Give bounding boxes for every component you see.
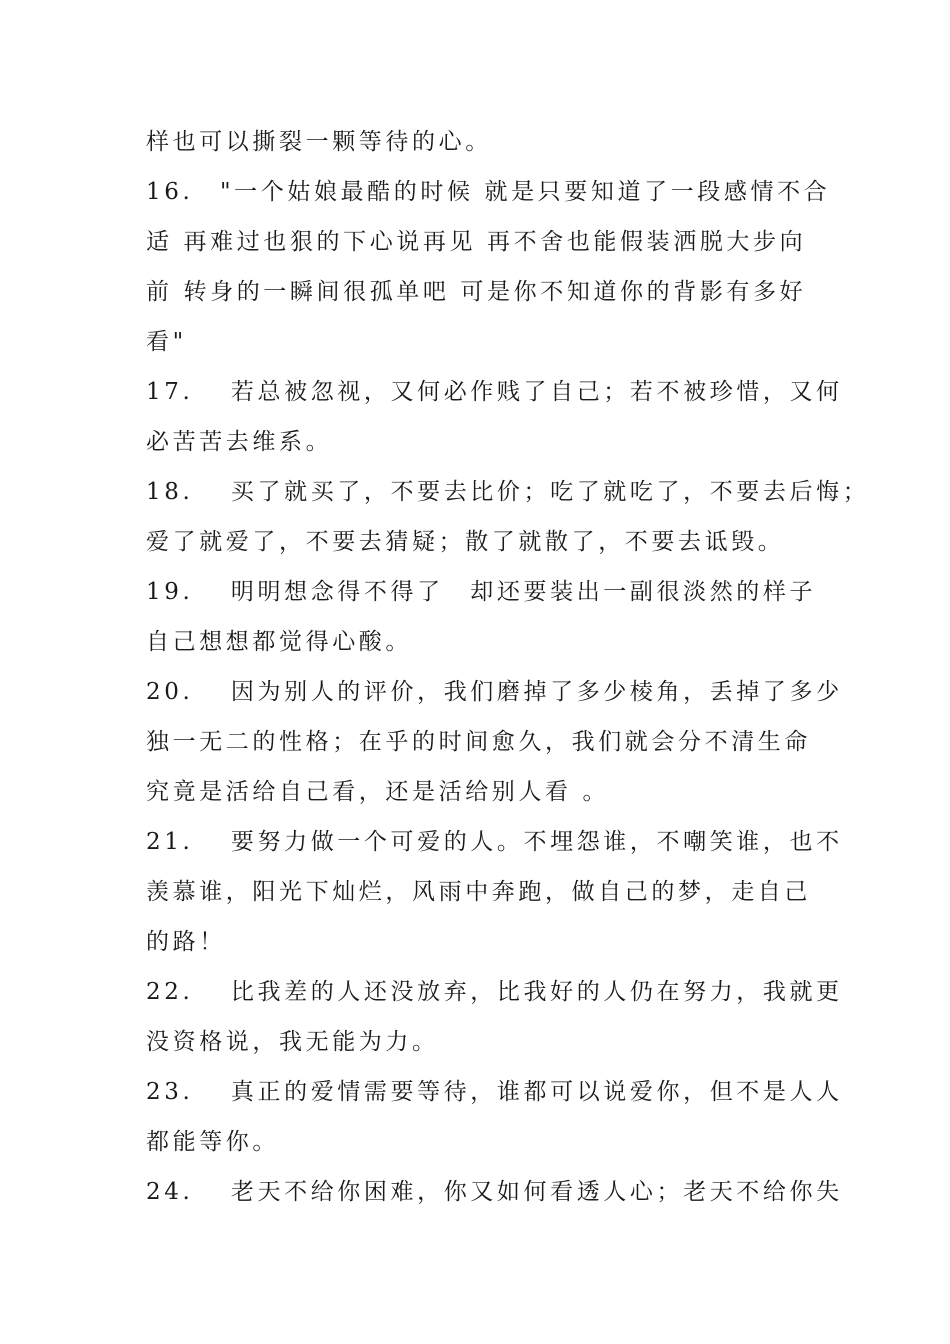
text-line: 自己想想都觉得心酸。 [146, 629, 412, 655]
text-line: 24. 老天不给你困难，你又如何看透人心；老天不给你失 [146, 1179, 843, 1205]
text-line: 究竟是活给自己看，还是活给别人看 。 [146, 779, 610, 805]
text-line: 看" [146, 329, 187, 355]
text-line: 23. 真正的爱情需要等待，谁都可以说爱你，但不是人人 [146, 1079, 843, 1105]
text-line: 适 再难过也狠的下心说再见 再不舍也能假装洒脱大步向 [146, 229, 807, 255]
text-line: 都能等你。 [146, 1129, 279, 1155]
text-line: 19. 明明想念得不得了 却还要装出一副很淡然的样子 [146, 579, 817, 605]
text-line: 必苦苦去维系。 [146, 429, 333, 455]
text-line: 17. 若总被忽视，又何必作贱了自己；若不被珍惜，又何 [146, 379, 843, 405]
text-line: 羡慕谁，阳光下灿烂，风雨中奔跑，做自己的梦，走自己 [146, 879, 811, 905]
text-line: 21. 要努力做一个可爱的人。不埋怨谁，不嘲笑谁，也不 [146, 829, 843, 855]
text-line: 爱了就爱了，不要去猜疑；散了就散了，不要去诋毁。 [146, 529, 785, 555]
text-line: 22. 比我差的人还没放弃，比我好的人仍在努力，我就更 [146, 979, 843, 1005]
text-line: 20. 因为别人的评价，我们磨掉了多少棱角，丢掉了多少 [146, 679, 843, 705]
text-line: 样也可以撕裂一颗等待的心。 [146, 129, 492, 155]
text-line: 18. 买了就买了，不要去比价；吃了就吃了，不要去后悔； [146, 479, 870, 505]
text-line: 16. "一个姑娘最酷的时候 就是只要知道了一段感情不合 [146, 179, 831, 205]
text-line: 没资格说，我无能为力。 [146, 1029, 439, 1055]
text-line: 的路！ [146, 929, 226, 955]
text-line: 独一无二的性格；在乎的时间愈久，我们就会分不清生命 [146, 729, 811, 755]
text-line: 前 转身的一瞬间很孤单吧 可是你不知道你的背影有多好 [146, 279, 807, 305]
